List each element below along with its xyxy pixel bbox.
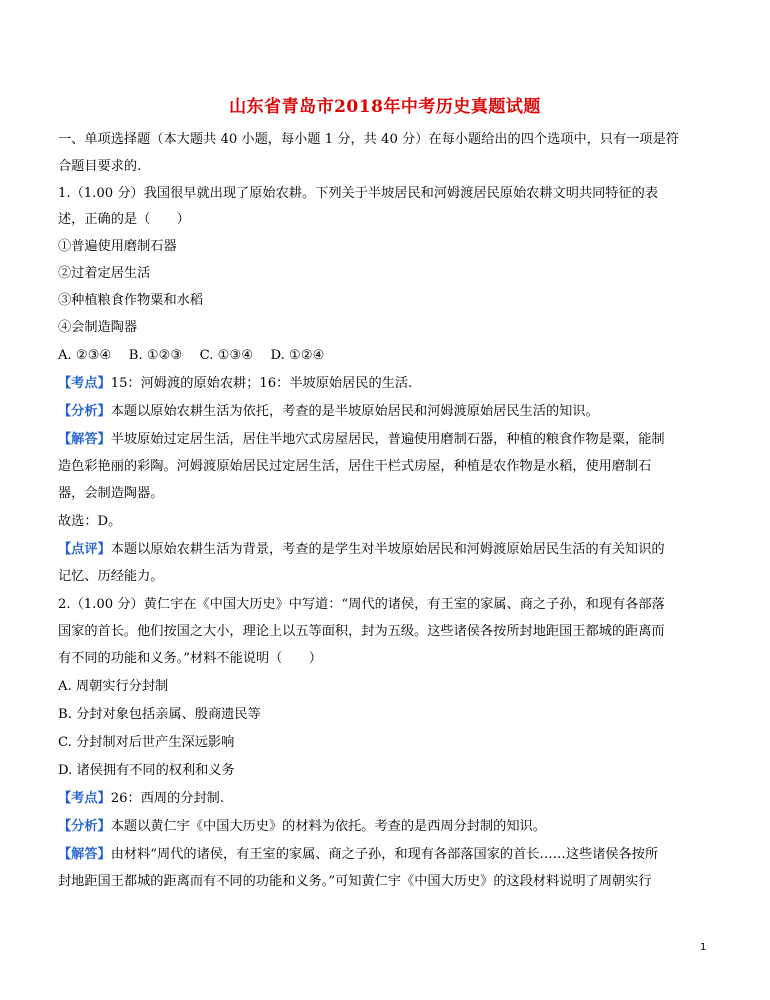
q1-jieda-line1 xyxy=(58,430,665,450)
q2-jieda-line1 xyxy=(58,845,658,865)
q2-option-c: C. 分封制对后世产生深远影响 xyxy=(58,735,235,750)
fenxi-tag: 【分析】 xyxy=(58,819,111,834)
q1-item-2: ②过着定居生活 xyxy=(58,266,151,281)
q1-item-3: ③种植粮食作物粟和水稻 xyxy=(58,293,204,308)
q2-option-d: D. 诸侯拥有不同的权利和义务 xyxy=(58,763,235,778)
q2-stem-line1: 2.（1.00 分）黄仁宇在《中国大历史》中写道：“周代的诸侯，有王室的家属、商之子孙，和现有各部落 xyxy=(58,597,665,612)
q2-option-a: A. 周朝实行分封制 xyxy=(58,679,169,694)
q1-kaodian-text: 15：河姆渡的原始农耕；16：半坡原始居民的生活. xyxy=(110,376,413,391)
q1-jieda-line2: 造色彩艳丽的彩陶。河姆渡原始居民过定居生活，居住干栏式房屋，种植是农作物是水稻，使用磨制石 xyxy=(58,459,652,474)
q2-kaodian-text: 26：西周的分封制. xyxy=(110,791,225,806)
jieda-tag: 【解答】 xyxy=(58,847,111,862)
fenxi-tag: 【分析】 xyxy=(58,404,111,419)
q2-jieda-line2: 封地距国王都城的距离而有不同的功能和义务。”可知黄仁宇《中国大历史》的这段材料说明了周朝实行 xyxy=(58,874,652,889)
q1-answer: 故选：D。 xyxy=(58,514,122,529)
q1-item-4: ④会制造陶器 xyxy=(58,320,138,335)
page-number: 1 xyxy=(700,942,707,953)
kaodian-tag: 【考点】 xyxy=(58,376,111,391)
q1-jieda-line3: 器，会制造陶器。 xyxy=(58,486,164,501)
q1-stem-line1: 1.（1.00 分）我国很早就出现了原始农耕。下列关于半坡居民和河姆渡居民原始农耕文明共同特征的表 xyxy=(58,186,659,201)
q1-kaodian xyxy=(58,374,412,394)
q1-options: A. ②③④ B. ①②③ C. ①③④ D. ①②④ xyxy=(58,348,325,363)
q1-fenxi xyxy=(58,402,599,422)
q1-item-1: ①普遍使用磨制石器 xyxy=(58,239,177,254)
q2-kaodian xyxy=(58,789,224,809)
q1-fenxi-text: 本题以原始农耕生活为依托，考查的是半坡原始居民和河姆渡原始居民生活的知识。 xyxy=(110,404,599,419)
q2-jieda-text1: 由材料“周代的诸侯，有王室的家属、商之子孙，和现有各部落国家的首长……这些诸侯各按所 xyxy=(110,847,659,862)
dianping-tag: 【点评】 xyxy=(58,542,111,557)
q2-stem-line3: 有不同的功能和义务。”材料不能说明（ ） xyxy=(58,651,322,666)
page-title: 山东省青岛市2018年中考历史真题试题 xyxy=(229,97,541,117)
q2-fenxi xyxy=(58,817,546,837)
kaodian-tag: 【考点】 xyxy=(58,791,111,806)
q1-dianping-text1: 本题以原始农耕生活为背景，考查的是学生对半坡原始居民和河姆渡原始居民生活的有关知识的 xyxy=(110,542,665,557)
section-instructions-line2: 合题目要求的. xyxy=(58,159,142,174)
q2-option-b: B. 分封对象包括亲属、殷商遗民等 xyxy=(58,707,261,722)
q1-jieda-text1: 半坡原始过定居生活，居住半地穴式房屋居民，普遍使用磨制石器，种植的粮食作物是粟，能制 xyxy=(110,432,665,447)
q2-stem-line2: 国家的首长。他们按国之大小，理论上以五等面积，封为五级。这些诸侯各按所封地距国王都城的距离而 xyxy=(58,624,665,639)
jieda-tag: 【解答】 xyxy=(58,432,111,447)
q2-fenxi-text: 本题以黄仁宇《中国大历史》的材料为依托。考查的是西周分封制的知识。 xyxy=(110,819,546,834)
section-instructions-line1: 一、单项选择题（本大题共 40 小题，每小题 1 分，共 40 分）在每小题给出的四个选项中，只有一项是符 xyxy=(58,132,679,147)
q1-stem-line2: 述，正确的是（ ） xyxy=(58,212,190,227)
q1-dianping-line1 xyxy=(58,540,665,560)
q1-dianping-line2: 记忆、历经能力。 xyxy=(58,569,164,584)
